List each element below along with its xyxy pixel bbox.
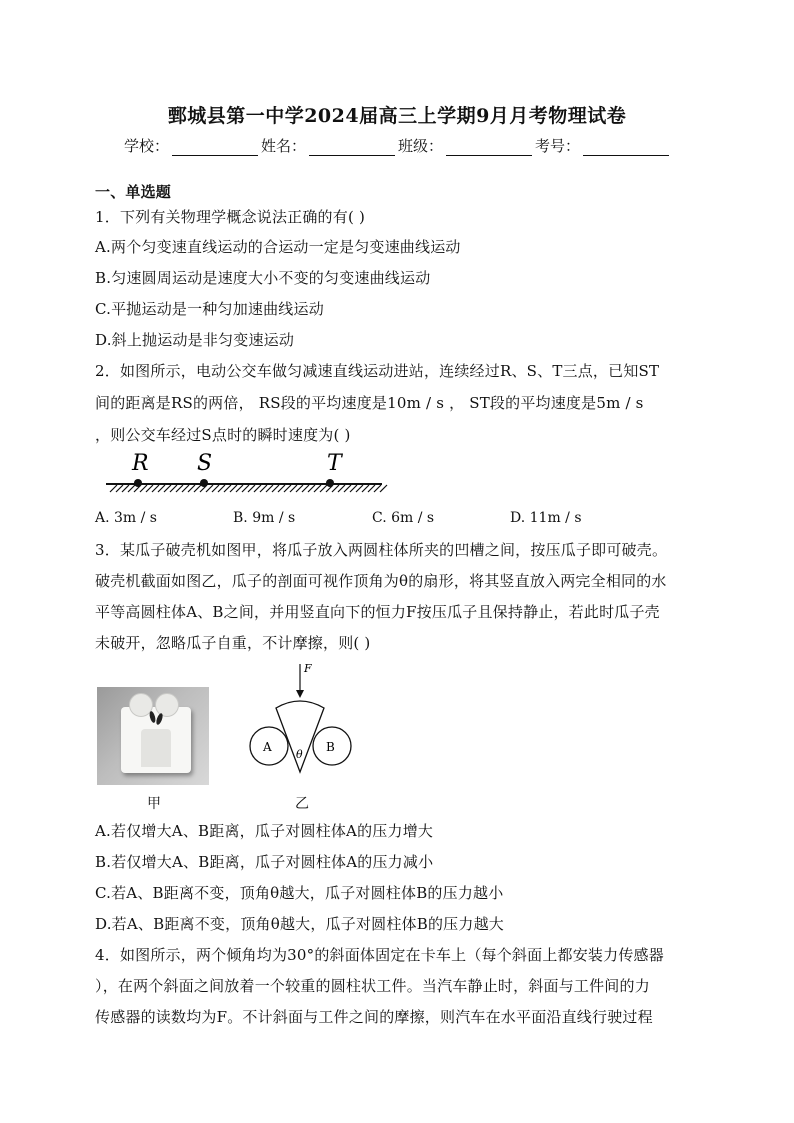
hatch-mark [374,485,381,492]
school-field[interactable] [172,139,258,156]
hatch-mark [296,485,303,492]
hatch-mark [290,485,297,492]
q3-stem-line1: 3．某瓜子破壳机如图甲，将瓜子放入两圆柱体所夹的凹槽之间，按压瓜子即可破壳。 [95,541,668,559]
name-label: 姓名： [261,137,307,155]
exam-title: 鄄城县第一中学2024届高三上学期9月月考物理试卷 [167,105,627,127]
q2-stem-line2: 间的距离是RS的两倍， RS段的平均速度是10m / s ， ST段的平均速度是5m / s [95,394,644,412]
hatch-mark [302,485,309,492]
hatch-mark [128,485,135,492]
section-heading: 一、单选题 [95,183,172,201]
hatch-mark [194,485,201,492]
q3-stem-line3: 平等高圆柱体A、B之间，并用竖直向下的恒力F按压瓜子且保持静止，若此时瓜子壳 [95,603,660,621]
hatch-mark [158,485,165,492]
cracker-machine-body [121,707,191,773]
figure-caption-yi: 乙 [295,796,309,812]
q4-stem-line1: 4．如图所示，两个倾角均为30°的斜面体固定在卡车上（每个斜面上都安装力传感器 [95,946,664,964]
hatch-mark [146,485,153,492]
number-field[interactable] [583,139,669,156]
hatch-mark [284,485,291,492]
cylinder-a-label: A [263,740,272,754]
q1-option-c: C.平抛运动是一种匀加速曲线运动 [95,300,324,318]
number-label: 考号： [535,137,581,155]
hatch-mark [170,485,177,492]
hatch-mark [122,485,129,492]
hatch-mark [182,485,189,492]
q2-option-d: D. 11m / s [510,510,582,526]
hatch-mark [314,485,321,492]
q2-option-c: C. 6m / s [372,510,435,526]
point-s [200,479,208,487]
student-info-row [124,135,672,156]
hatch-mark [272,485,279,492]
hatch-mark [140,485,147,492]
hatch-mark [350,485,357,492]
figure-caption-jia: 甲 [147,796,161,812]
hatch-mark [188,485,195,492]
sunflower-seed-cracker-photo [97,687,209,785]
hatch-mark [266,485,273,492]
hatch-mark [230,485,237,492]
hatch-mark [236,485,243,492]
q2-road-diagram [100,448,390,498]
q2-option-a: A. 3m / s [95,510,157,526]
q3-option-a: A.若仅增大A、B距离，瓜子对圆柱体A的压力增大 [95,822,434,840]
hatch-mark [152,485,159,492]
hatch-mark [356,485,363,492]
hatch-mark [110,485,117,492]
cracker-opening [141,729,171,767]
hatch-mark [344,485,351,492]
hatch-mark [308,485,315,492]
q1-option-d: D.斜上抛运动是非匀变速运动 [95,331,295,349]
ground-hatching [110,485,387,492]
q1-option-b: B.匀速圆周运动是速度大小不变的匀变速曲线运动 [95,269,431,287]
school-label: 学校： [124,137,170,155]
theta-label: θ [296,748,303,761]
hatch-mark [254,485,261,492]
q1-option-a: A.两个匀变速直线运动的合运动一定是匀变速曲线运动 [95,238,461,256]
hatch-mark [278,485,285,492]
hatch-mark [368,485,375,492]
q2-stem-line1: 2．如图所示，电动公交车做匀减速直线运动进站，连续经过R、S、T三点，已知ST [95,362,660,380]
hatch-mark [242,485,249,492]
hatch-mark [116,485,123,492]
q4-stem-line3: 传感器的读数均为F。不计斜面与工件之间的摩擦，则汽车在水平面沿直线行驶过程 [95,1008,653,1026]
q3-option-c: C.若A、B距离不变，顶角θ越大，瓜子对圆柱体B的压力越小 [95,884,504,902]
q3-stem-line4: 未破开，忽略瓜子自重，不计摩擦，则( ) [95,634,371,652]
hatch-mark [320,485,327,492]
q4-stem-line2: ），在两个斜面之间放着一个较重的圆柱状工件。当汽车静止时，斜面与工件间的力 [95,977,650,995]
q2-option-b: B. 9m / s [233,510,296,526]
class-label: 班级： [398,137,444,155]
point-s-label: S [197,451,213,476]
q3-stem-line2: 破壳机截面如图乙，瓜子的剖面可视作顶角为θ的扇形，将其竖直放入两完全相同的水 [95,572,667,590]
hatch-mark [176,485,183,492]
hatch-mark [260,485,267,492]
q1-stem: 1．下列有关物理学概念说法正确的有( ) [95,208,366,226]
hatch-mark [338,485,345,492]
name-field[interactable] [309,139,395,156]
hatch-mark [380,485,387,492]
hatch-mark [206,485,213,492]
class-field[interactable] [446,139,532,156]
hatch-mark [248,485,255,492]
force-f-label: F [304,662,312,675]
q3-option-b: B.若仅增大A、B距离，瓜子对圆柱体A的压力减小 [95,853,434,871]
q3-cross-section-diagram [246,660,356,795]
q2-stem-line3: ，则公交车经过S点时的瞬时速度为( ) [95,426,351,444]
hatch-mark [164,485,171,492]
cylinder-b-label: B [326,740,335,754]
force-arrow-head [296,690,304,698]
hatch-mark [332,485,339,492]
hatch-mark [218,485,225,492]
hatch-mark [224,485,231,492]
point-t [326,479,334,487]
hatch-mark [362,485,369,492]
hatch-mark [212,485,219,492]
point-r-label: R [132,451,149,476]
point-r [134,479,142,487]
q3-option-d: D.若A、B距离不变，顶角θ越大，瓜子对圆柱体B的压力越大 [95,915,504,933]
point-t-label: T [327,451,342,476]
